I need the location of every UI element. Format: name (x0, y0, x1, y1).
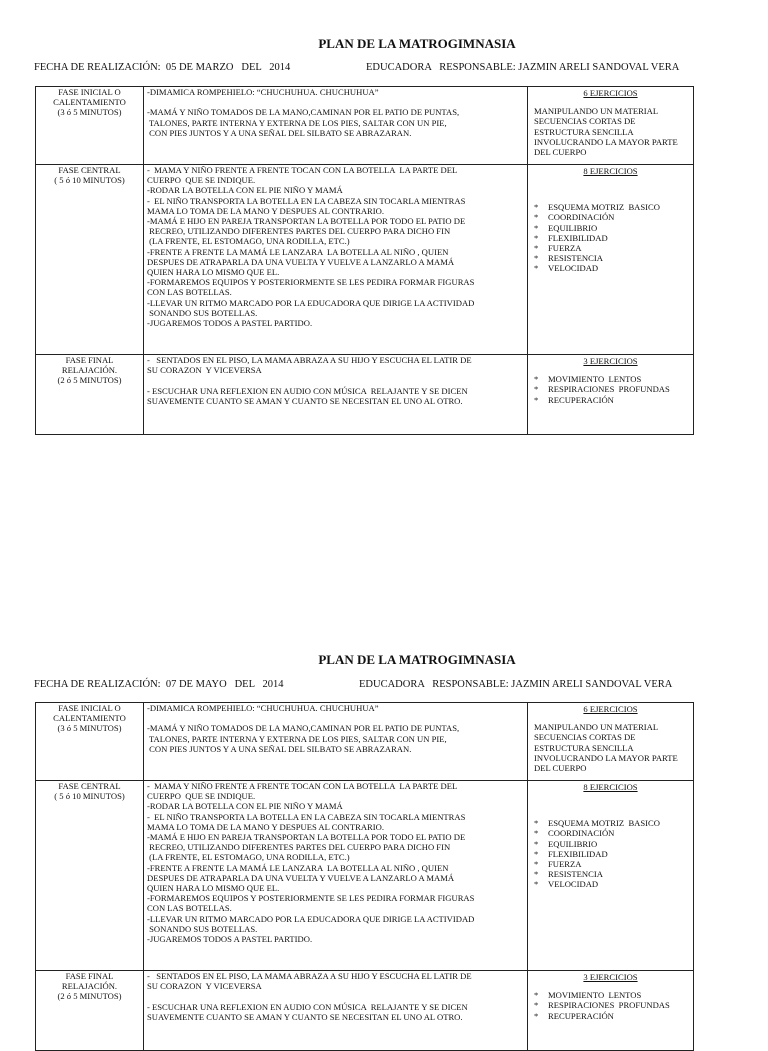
phase-label: CALENTAMIENTO (53, 97, 126, 108)
phase-label: ( 5 ó 10 MINUTOS) (54, 791, 125, 802)
phase-label: RELAJACIÓN. (61, 365, 118, 376)
phase-row (36, 355, 694, 435)
phase-label: RELAJACIÓN. (61, 981, 118, 992)
exercises-cell (528, 971, 694, 1051)
phase-cell (36, 971, 144, 1051)
exercise-description-line: INVOLUCRANDO LA MAYOR PARTE (534, 752, 678, 763)
fecha-value: 07 DE MAYO DEL 2014 (165, 679, 284, 690)
activity-line: - ESCUCHAR UNA REFLEXION EN AUDIO CON MÚSICA RELAJANTE Y SE DICEN (147, 1001, 468, 1012)
exercise-description-line: SECUENCIAS CORTAS DE (534, 116, 636, 127)
phase-cell (36, 87, 144, 165)
exercise-list (528, 202, 693, 273)
activity-line: - SENTADOS EN EL PISO, LA MAMA ABRAZA A SU HIJO Y ESCUCHA EL LATIR DE (147, 355, 472, 365)
activity-line: - EL NIÑO TRANSPORTA LA BOTELLA EN LA CABEZA SIN TOCARLA MIENTRAS (147, 195, 466, 206)
activity-line: - EL NIÑO TRANSPORTA LA BOTELLA EN LA CABEZA SIN TOCARLA MIENTRAS (147, 811, 466, 822)
exercise-item: * EQUILIBRIO (534, 839, 693, 849)
phase-row (36, 703, 694, 781)
exercise-count: 3 EJERCICIOS (583, 972, 638, 982)
activity-line: DESPUES DE ATRAPARLA DA UNA VUELTA Y VUELVE A LANZARLO A MAMÁ (147, 256, 455, 267)
phase-label: (3 ó 5 MINUTOS) (57, 723, 122, 734)
activity-line: SUAVEMENTE CUANTO SE AMAN Y CUANTO SE NECESITAN EL UNO AL OTRO. (147, 395, 463, 406)
phase-label: CALENTAMIENTO (53, 713, 126, 724)
activity-line: TALONES, PARTE INTERNA Y EXTERNA DE LOS PIES, SALTAR CON UN PIE, (147, 117, 447, 128)
phase-cell (36, 781, 144, 971)
phase-label: (2 ó 5 MINUTOS) (57, 991, 122, 1002)
phase-label: FASE INICIAL O (58, 703, 121, 713)
activity-line: - MAMA Y NIÑO FRENTE A FRENTE TOCAN CON LA BOTELLA LA PARTE DEL (147, 165, 458, 175)
exercise-count: 8 EJERCICIOS (583, 166, 638, 176)
fecha-label: FECHA DE REALIZACIÓN: (34, 62, 161, 73)
activity-line: CUERPO QUE SE INDIQUE. (147, 175, 256, 186)
exercise-item: * RESPIRACIONES PROFUNDAS (534, 384, 693, 394)
plan-table (35, 86, 694, 435)
activity-line: -FORMAREMOS EQUIPOS Y POSTERIORMENTE SE LES PEDIRA FORMAR FIGURAS (147, 277, 475, 288)
activities-cell (144, 355, 528, 435)
fecha-value: 05 DE MARZO DEL 2014 (165, 62, 291, 73)
exercise-item: * FUERZA (534, 859, 693, 869)
activity-line: - ESCUCHAR UNA REFLEXION EN AUDIO CON MÚSICA RELAJANTE Y SE DICEN (147, 385, 468, 396)
activity-line: SU CORAZON Y VICEVERSA (147, 981, 262, 992)
phase-label: FASE CENTRAL (58, 781, 121, 791)
activity-line: - SENTADOS EN EL PISO, LA MAMA ABRAZA A SU HIJO Y ESCUCHA EL LATIR DE (147, 971, 472, 981)
exercise-list (528, 990, 693, 1021)
exercise-item: * RESPIRACIONES PROFUNDAS (534, 1000, 693, 1010)
plan-title: PLAN DE LA MATROGIMNASIA (318, 652, 516, 667)
exercise-description-line: DEL CUERPO (534, 147, 587, 158)
activity-line: - MAMA Y NIÑO FRENTE A FRENTE TOCAN CON LA BOTELLA LA PARTE DEL (147, 781, 458, 791)
exercise-item: * MOVIMIENTO LENTOS (534, 990, 693, 1000)
plan-table (35, 702, 694, 1051)
exercise-item: * COORDINACIÓN (534, 828, 693, 838)
exercises-cell (528, 781, 694, 971)
activities-cell (144, 781, 528, 971)
activity-line: MAMA LO TOMA DE LA MANO Y DESPUES AL CONTRARIO. (147, 205, 384, 216)
exercise-item: * FUERZA (534, 243, 693, 253)
activity-line: -FORMAREMOS EQUIPOS Y POSTERIORMENTE SE LES PEDIRA FORMAR FIGURAS (147, 893, 475, 904)
exercise-description-line: MANIPULANDO UN MATERIAL (534, 722, 659, 733)
exercise-count: 3 EJERCICIOS (583, 356, 638, 366)
phase-row (36, 971, 694, 1051)
phase-row (36, 87, 694, 165)
exercise-item: * FLEXIBILIDAD (534, 233, 693, 243)
activity-line: -JUGAREMOS TODOS A PASTEL PARTIDO. (147, 318, 313, 329)
phase-row (36, 165, 694, 355)
exercise-item: * VELOCIDAD (534, 879, 693, 889)
activity-line: CON PIES JUNTOS Y A UNA SEÑAL DEL SILBATO SE ABRAZARAN. (147, 127, 412, 138)
exercise-item: * COORDINACIÓN (534, 212, 693, 222)
activities-cell (144, 87, 528, 165)
phase-cell (36, 355, 144, 435)
exercise-description-line: INVOLUCRANDO LA MAYOR PARTE (534, 136, 678, 147)
exercise-description (528, 106, 693, 157)
fecha-line (34, 679, 283, 690)
exercise-description-line: DEL CUERPO (534, 763, 587, 774)
activity-line: RECREO, UTILIZANDO DIFERENTES PARTES DEL CUERPO PARA DICHO FIN (147, 226, 451, 237)
exercise-item: * RESISTENCIA (534, 253, 693, 263)
activity-line (144, 97, 527, 107)
educadora-label: EDUCADORA RESPONSABLE: (359, 679, 509, 690)
activity-line: SU CORAZON Y VICEVERSA (147, 365, 262, 376)
activity-line: (LA FRENTE, EL ESTOMAGO, UNA RODILLA, ETC.) (147, 236, 350, 247)
exercise-list (528, 374, 693, 405)
phase-cell (36, 165, 144, 355)
exercise-list (528, 818, 693, 889)
exercise-count: 6 EJERCICIOS (583, 704, 638, 714)
activity-line: CUERPO QUE SE INDIQUE. (147, 791, 256, 802)
activity-line: CON LAS BOTELLAS. (147, 903, 232, 914)
activity-line: CON LAS BOTELLAS. (147, 287, 232, 298)
exercise-item: * RESISTENCIA (534, 869, 693, 879)
phase-label: FASE CENTRAL (58, 165, 121, 175)
educadora-value: JAZMIN ARELI SANDOVAL VERA (511, 679, 673, 690)
activity-line (144, 713, 527, 723)
activity-line (144, 375, 527, 385)
activities-cell (144, 971, 528, 1051)
activities-cell (144, 703, 528, 781)
activity-line: DESPUES DE ATRAPARLA DA UNA VUELTA Y VUELVE A LANZARLO A MAMÁ (147, 872, 455, 883)
exercise-count: 6 EJERCICIOS (583, 88, 638, 98)
activity-line: MAMA LO TOMA DE LA MANO Y DESPUES AL CONTRARIO. (147, 821, 384, 832)
phase-label: ( 5 ó 10 MINUTOS) (54, 175, 125, 186)
phase-label: (3 ó 5 MINUTOS) (57, 107, 122, 118)
activity-line: -RODAR LA BOTELLA CON EL PIE NIÑO Y MAMÁ (147, 801, 343, 812)
activity-line: SUAVEMENTE CUANTO SE AMAN Y CUANTO SE NECESITAN EL UNO AL OTRO. (147, 1011, 463, 1022)
activity-line: -DIMAMICA ROMPEHIELO: “CHUCHUHUA. CHUCHUHUA” (147, 87, 379, 97)
educadora-label: EDUCADORA RESPONSABLE: (366, 62, 516, 73)
activity-line: -DIMAMICA ROMPEHIELO: “CHUCHUHUA. CHUCHUHUA” (147, 703, 379, 713)
exercise-item: * VELOCIDAD (534, 263, 693, 273)
exercise-description-line: SECUENCIAS CORTAS DE (534, 732, 636, 743)
activity-line: -FRENTE A FRENTE LA MAMÁ LE LANZARA LA BOTELLA AL NIÑO , QUIEN (147, 862, 449, 873)
activity-line: -LLEVAR UN RITMO MARCADO POR LA EDUCADORA QUE DIRIGE LA ACTIVIDAD (147, 913, 475, 924)
exercises-cell (528, 355, 694, 435)
exercise-item: * RECUPERACIÓN (534, 1011, 693, 1021)
activity-line: -MAMÁ E HIJO EN PAREJA TRANSPORTAN LA BOTELLA POR TODO EL PATIO DE (147, 832, 466, 843)
activity-line: -JUGAREMOS TODOS A PASTEL PARTIDO. (147, 934, 313, 945)
activities-cell (144, 165, 528, 355)
activity-line: -MAMÁ E HIJO EN PAREJA TRANSPORTAN LA BOTELLA POR TODO EL PATIO DE (147, 216, 466, 227)
exercise-item: * MOVIMIENTO LENTOS (534, 374, 693, 384)
exercise-item: * ESQUEMA MOTRIZ BASICO (534, 202, 693, 212)
exercise-description-line: ESTRUCTURA SENCILLA (534, 742, 634, 753)
educadora-value: JAZMIN ARELI SANDOVAL VERA (518, 62, 680, 73)
phase-label: (2 ó 5 MINUTOS) (57, 375, 122, 386)
fecha-line (34, 62, 290, 73)
exercise-description-line: ESTRUCTURA SENCILLA (534, 126, 634, 137)
exercise-item: * RECUPERACIÓN (534, 395, 693, 405)
exercise-item: * EQUILIBRIO (534, 223, 693, 233)
activity-line: RECREO, UTILIZANDO DIFERENTES PARTES DEL CUERPO PARA DICHO FIN (147, 842, 451, 853)
exercise-item: * FLEXIBILIDAD (534, 849, 693, 859)
phase-label: FASE FINAL (65, 355, 114, 365)
activity-line: CON PIES JUNTOS Y A UNA SEÑAL DEL SILBATO SE ABRAZARAN. (147, 743, 412, 754)
phase-label: FASE INICIAL O (58, 87, 121, 97)
exercise-item: * ESQUEMA MOTRIZ BASICO (534, 818, 693, 828)
activity-line: -FRENTE A FRENTE LA MAMÁ LE LANZARA LA BOTELLA AL NIÑO , QUIEN (147, 246, 449, 257)
exercise-description (528, 722, 693, 773)
educadora-line (366, 62, 679, 73)
activity-line: -RODAR LA BOTELLA CON EL PIE NIÑO Y MAMÁ (147, 185, 343, 196)
activity-line (144, 991, 527, 1001)
activity-line: QUIEN HARA LO MISMO QUE EL. (147, 883, 280, 894)
activity-line: -MAMÁ Y NIÑO TOMADOS DE LA MANO,CAMINAN POR EL PATIO DE PUNTAS, (147, 107, 460, 118)
fecha-label: FECHA DE REALIZACIÓN: (34, 679, 161, 690)
educadora-line (359, 679, 672, 690)
activity-line: SONANDO SUS BOTELLAS. (147, 923, 258, 934)
activity-line: -LLEVAR UN RITMO MARCADO POR LA EDUCADORA QUE DIRIGE LA ACTIVIDAD (147, 297, 475, 308)
activity-line: SONANDO SUS BOTELLAS. (147, 307, 258, 318)
activity-line: (LA FRENTE, EL ESTOMAGO, UNA RODILLA, ETC.) (147, 852, 350, 863)
exercises-cell (528, 703, 694, 781)
phase-label: FASE FINAL (65, 971, 114, 981)
exercise-count: 8 EJERCICIOS (583, 782, 638, 792)
activity-line: -MAMÁ Y NIÑO TOMADOS DE LA MANO,CAMINAN POR EL PATIO DE PUNTAS, (147, 723, 460, 734)
phase-row (36, 781, 694, 971)
exercises-cell (528, 87, 694, 165)
phase-cell (36, 703, 144, 781)
activity-line: QUIEN HARA LO MISMO QUE EL. (147, 267, 280, 278)
exercises-cell (528, 165, 694, 355)
exercise-description-line: MANIPULANDO UN MATERIAL (534, 106, 659, 117)
activity-line: TALONES, PARTE INTERNA Y EXTERNA DE LOS PIES, SALTAR CON UN PIE, (147, 733, 447, 744)
plan-title: PLAN DE LA MATROGIMNASIA (318, 36, 516, 51)
